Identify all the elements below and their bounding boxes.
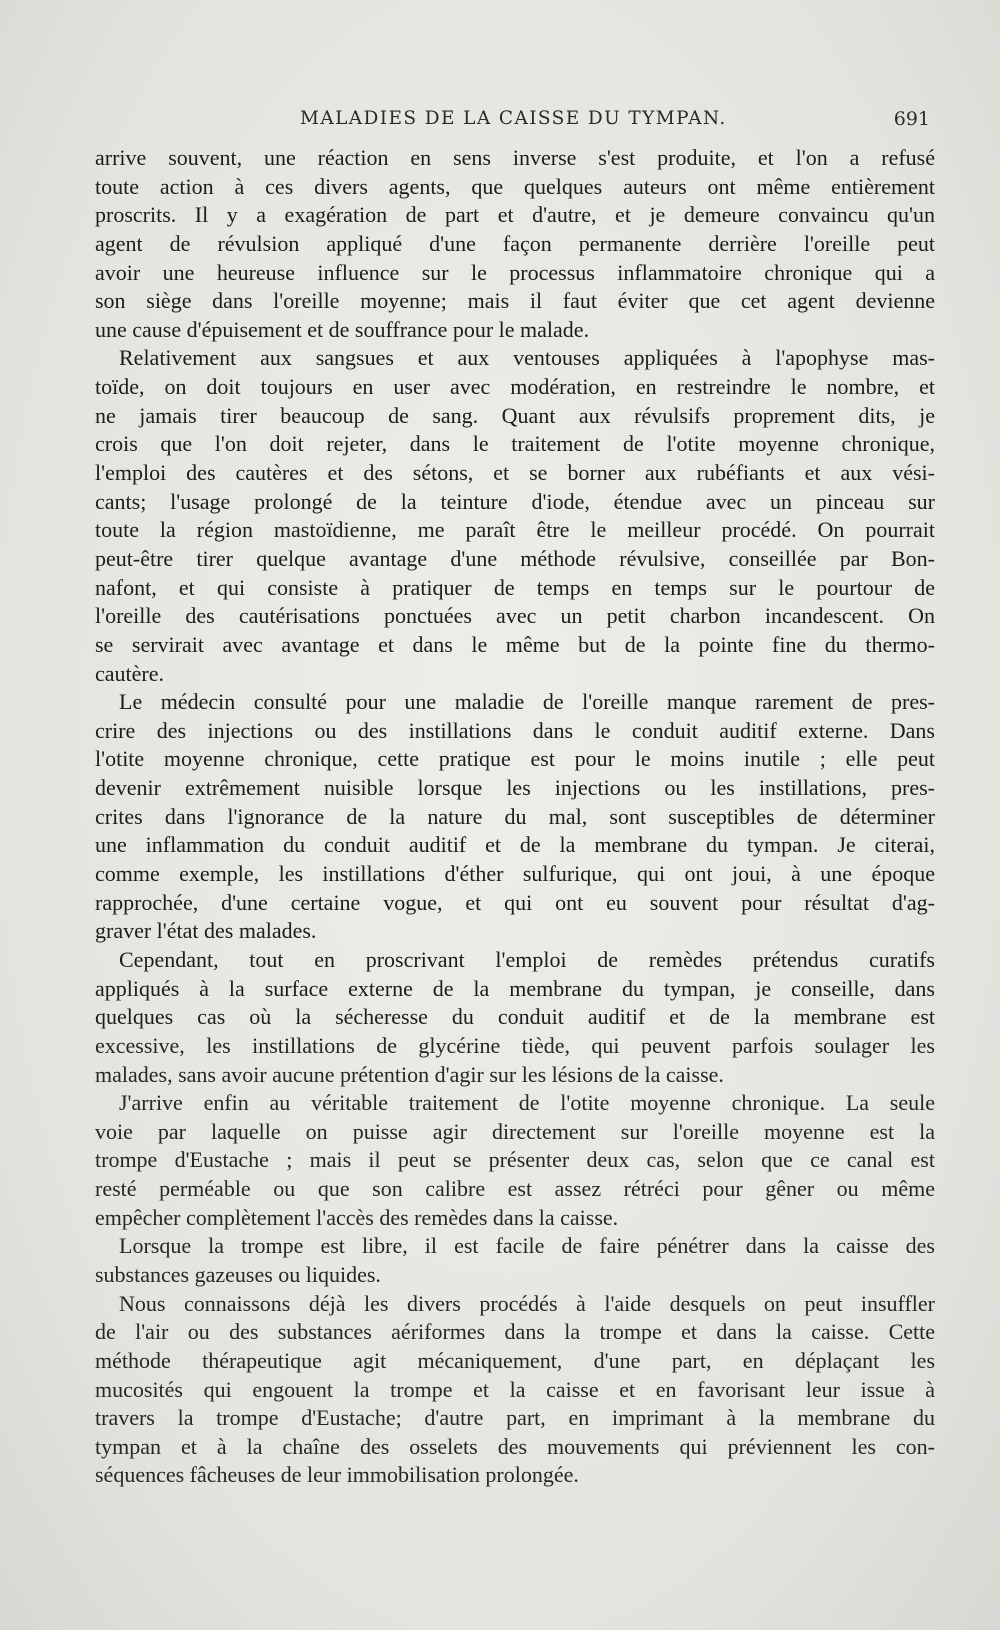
running-head xyxy=(95,108,930,138)
text-line: devenir extrêmement nuisible lorsque les injections ou les instillations, pres- xyxy=(95,775,935,801)
text-line: excessive, les instillations de glycérine tiède, qui peuvent parfois soulager les xyxy=(95,1032,935,1058)
text-line: travers la trompe d'Eustache; d'autre part, en imprimant à la membrane du xyxy=(95,1405,935,1431)
text-line: méthode thérapeutique agit mécaniquement, d'une part, en déplaçant les xyxy=(95,1347,935,1373)
text-line: arrive souvent, une réaction en sens inverse s'est produite, et l'on a refusé xyxy=(95,145,935,170)
text-line: resté perméable ou que son calibre est assez rétréci pour gêner ou même xyxy=(95,1176,935,1202)
text-line: quelques cas où la sécheresse du conduit auditif et de la membrane est xyxy=(95,1004,935,1030)
text-line: séquences fâcheuses de leur immobilisation prolongée. xyxy=(95,1462,579,1488)
text-line: graver l'état des malades. xyxy=(95,918,317,944)
page-number: 691 xyxy=(893,108,930,130)
text-line: rapprochée, d'une certaine vogue, et qui ont eu souvent pour résultat d'ag- xyxy=(95,889,935,915)
text-line: Nous connaissons déjà les divers procédés à l'aide desquels on peut insuffler xyxy=(119,1290,935,1316)
text-line: agent de révulsion appliqué d'une façon permanente derrière l'oreille peut xyxy=(95,230,935,256)
text-line: substances gazeuses ou liquides. xyxy=(95,1261,381,1287)
text-line: proscrits. Il y a exagération de part et d'autre, et je demeure convaincu qu'un xyxy=(95,202,935,228)
text-line: de l'air ou des substances aériformes dans la trompe et dans la caisse. Cette xyxy=(95,1319,935,1345)
text-line: avoir une heureuse influence sur le processus inflammatoire chronique qui a xyxy=(95,259,935,285)
text-line: crites dans l'ignorance de la nature du mal, sont susceptibles de déterminer xyxy=(95,803,935,829)
body-text xyxy=(95,144,935,1490)
text-line: J'arrive enfin au véritable traitement de l'otite moyenne chronique. La seule xyxy=(119,1090,935,1116)
text-line: empêcher complètement l'accès des remèdes dans la caisse. xyxy=(95,1204,619,1230)
text-line: une inflammation du conduit auditif et de la membrane du tympan. Je citerai, xyxy=(95,832,935,858)
text-line: Le médecin consulté pour une maladie de l'oreille manque rarement de pres- xyxy=(119,689,935,715)
text-line: ne jamais tirer beaucoup de sang. Quant aux révulsifs proprement dits, je xyxy=(95,402,935,428)
text-line: l'otite moyenne chronique, cette pratique est pour le moins inutile ; elle peut xyxy=(95,746,935,772)
text-line: mucosités qui engouent la trompe et la caisse et en favorisant leur issue à xyxy=(95,1376,935,1402)
text-line: Lorsque la trompe est libre, il est facile de faire pénétrer dans la caisse des xyxy=(119,1233,935,1259)
text-line: trompe d'Eustache ; mais il peut se présenter deux cas, selon que ce canal est xyxy=(95,1147,935,1173)
text-line: toute la région mastoïdienne, me paraît être le meilleur procédé. On pourrait xyxy=(95,517,935,543)
text-line: nafont, et qui consiste à pratiquer de temps en temps sur le pourtour de xyxy=(95,574,935,600)
text-line: appliqués à la surface externe de la membrane du tympan, je conseille, dans xyxy=(95,975,935,1001)
text-line: crire des injections ou des instillations dans le conduit auditif externe. Dans xyxy=(95,717,935,743)
text-line: une cause d'épuisement et de souffrance pour le malade. xyxy=(95,316,590,342)
text-line: Cependant, tout en proscrivant l'emploi de remèdes prétendus curatifs xyxy=(119,946,935,972)
text-line: cants; l'usage prolongé de la teinture d'iode, étendue avec un pinceau sur xyxy=(95,488,935,514)
text-line: toïde, on doit toujours en user avec modération, en restreindre le nombre, et xyxy=(95,374,935,400)
text-line: crois que l'on doit rejeter, dans le traitement de l'otite moyenne chronique, xyxy=(95,431,935,457)
text-line: toute action à ces divers agents, que quelques auteurs ont même entièrement xyxy=(95,173,935,199)
text-line: Relativement aux sangsues et aux ventouses appliquées à l'apophyse mas- xyxy=(119,345,935,371)
text-line: tympan et à la chaîne des osselets des mouvements qui préviennent les con- xyxy=(95,1433,935,1459)
text-line: l'emploi des cautères et des sétons, et se borner aux rubéfiants et aux vési- xyxy=(95,460,935,486)
text-line: se servirait avec avantage et dans le même but de la pointe fine du thermo- xyxy=(95,631,935,657)
text-line: comme exemple, les instillations d'éther sulfurique, qui ont joui, à une époque xyxy=(95,861,935,887)
text-line: l'oreille des cautérisations ponctuées avec un petit charbon incandescent. On xyxy=(95,603,935,629)
text-line: cautère. xyxy=(95,660,164,686)
text-line: malades, sans avoir aucune prétention d'agir sur les lésions de la caisse. xyxy=(95,1061,724,1087)
text-line: son siège dans l'oreille moyenne; mais il faut éviter que cet agent devienne xyxy=(95,288,935,314)
running-title: MALADIES DE LA CAISSE DU TYMPAN. xyxy=(300,108,727,129)
text-line: voie par laquelle on puisse agir directement sur l'oreille moyenne est la xyxy=(95,1118,935,1144)
text-line: peut-être tirer quelque avantage d'une méthode révulsive, conseillée par Bon- xyxy=(95,545,935,571)
